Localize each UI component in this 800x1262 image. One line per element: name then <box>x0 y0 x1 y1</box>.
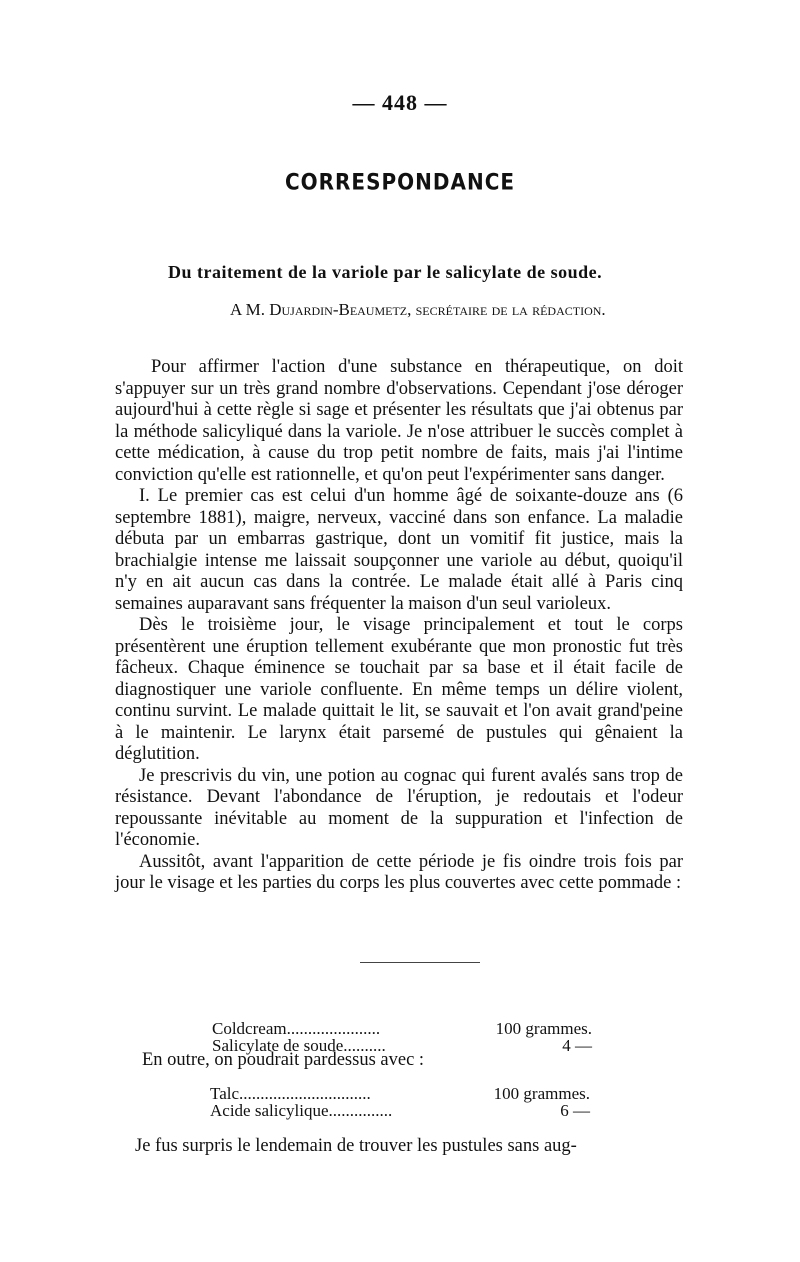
formula-row <box>210 1102 590 1119</box>
formula-quantity: 6 — <box>560 1101 590 1120</box>
formula-quantity: 100 grammes. <box>493 1084 590 1103</box>
article-body <box>115 357 683 895</box>
section-title: CORRESPONDANCE <box>284 168 516 196</box>
formula-ingredient: Salicylate de soude.......... <box>212 1036 386 1055</box>
paragraph-pommade: Aussitôt, avant l'apparition de cette période je fis oindre trois fois par jour le visage et les parties du corps les plus couvertes avec cette pommade : <box>115 851 683 893</box>
formula-powder <box>210 1085 590 1119</box>
formula-row <box>210 1085 590 1102</box>
formula-quantity: 4 — <box>562 1036 592 1055</box>
paragraph-third-day: Dès le troisième jour, le visage principalement et tout le corps présentèrent une éruption tellement exubérante que mon pronostic fut très fâcheux. Chaque éminence se touchait par sa base et il était facile de diagnostiquer une variole confluente. En même temps un délire violent, continu survint. Le malade quittait le lit, se sauvait et l'on avait grand'peine à le maintenir. Le larynx était parsemé de pustules qui gênaient la déglutition. <box>115 615 683 764</box>
separator-rule <box>360 962 480 963</box>
page-number: — 448 — <box>352 90 448 115</box>
closing-line: Je fus surpris le lendemain de trouver les pustules sans aug- <box>135 1136 577 1156</box>
paragraph-case-one: I. Le premier cas est celui d'un homme âgé de soixante-douze ans (6 septembre 1881), maigre, nerveux, vacciné dans son enfance. La maladie débuta par un embarras gastrique, dont un vomitif fit justice, mais la brachialgie intense me laissait soupçonner une variole au début, quoiqu'il n'y en ait aucun cas dans la contrée. Le malade était allé à Paris cinq semaines auparavant sans fréquenter la maison d'un seul varioleux. <box>115 486 683 614</box>
formula-quantity: 100 grammes. <box>495 1019 592 1038</box>
formula-ingredient: Talc............................... <box>210 1084 371 1103</box>
formula-ingredient: Acide salicylique............... <box>210 1101 393 1120</box>
formula-row <box>212 1020 592 1037</box>
paragraph-prescription: Je prescrivis du vin, une potion au cognac qui furent avalés sans trop de résistance. Devant l'abondance de l'éruption, je redoutais et l'odeur repoussante inévitable au moment de la suppuration et l'infection de l'économie. <box>115 765 683 850</box>
addressee-line: A M. Dujardin-Beaumetz, secrétaire de la rédaction. <box>230 300 606 319</box>
article-title: Du traitement de la variole par le salicylate de soude. <box>168 262 603 282</box>
powder-intro-line: En outre, on poudrait pardessus avec : <box>142 1050 425 1070</box>
formula-ingredient: Coldcream...................... <box>212 1019 381 1038</box>
paragraph-intro: Pour affirmer l'action d'une substance en thérapeutique, on doit s'appuyer sur un très grand nombre d'observations. Cependant j'ose déroger aujourd'hui à cette règle si sage et présenter les résultats que j'ai obtenus par la méthode salicyliqué dans la variole. Je n'ose attribuer le succès complet à cette médication, à cause du trop petit nombre de faits, mais j'ai l'intime conviction qu'elle est rationnelle, et qu'on peut l'expérimenter sans danger. <box>115 357 683 485</box>
formula-pommade <box>212 1020 592 1054</box>
